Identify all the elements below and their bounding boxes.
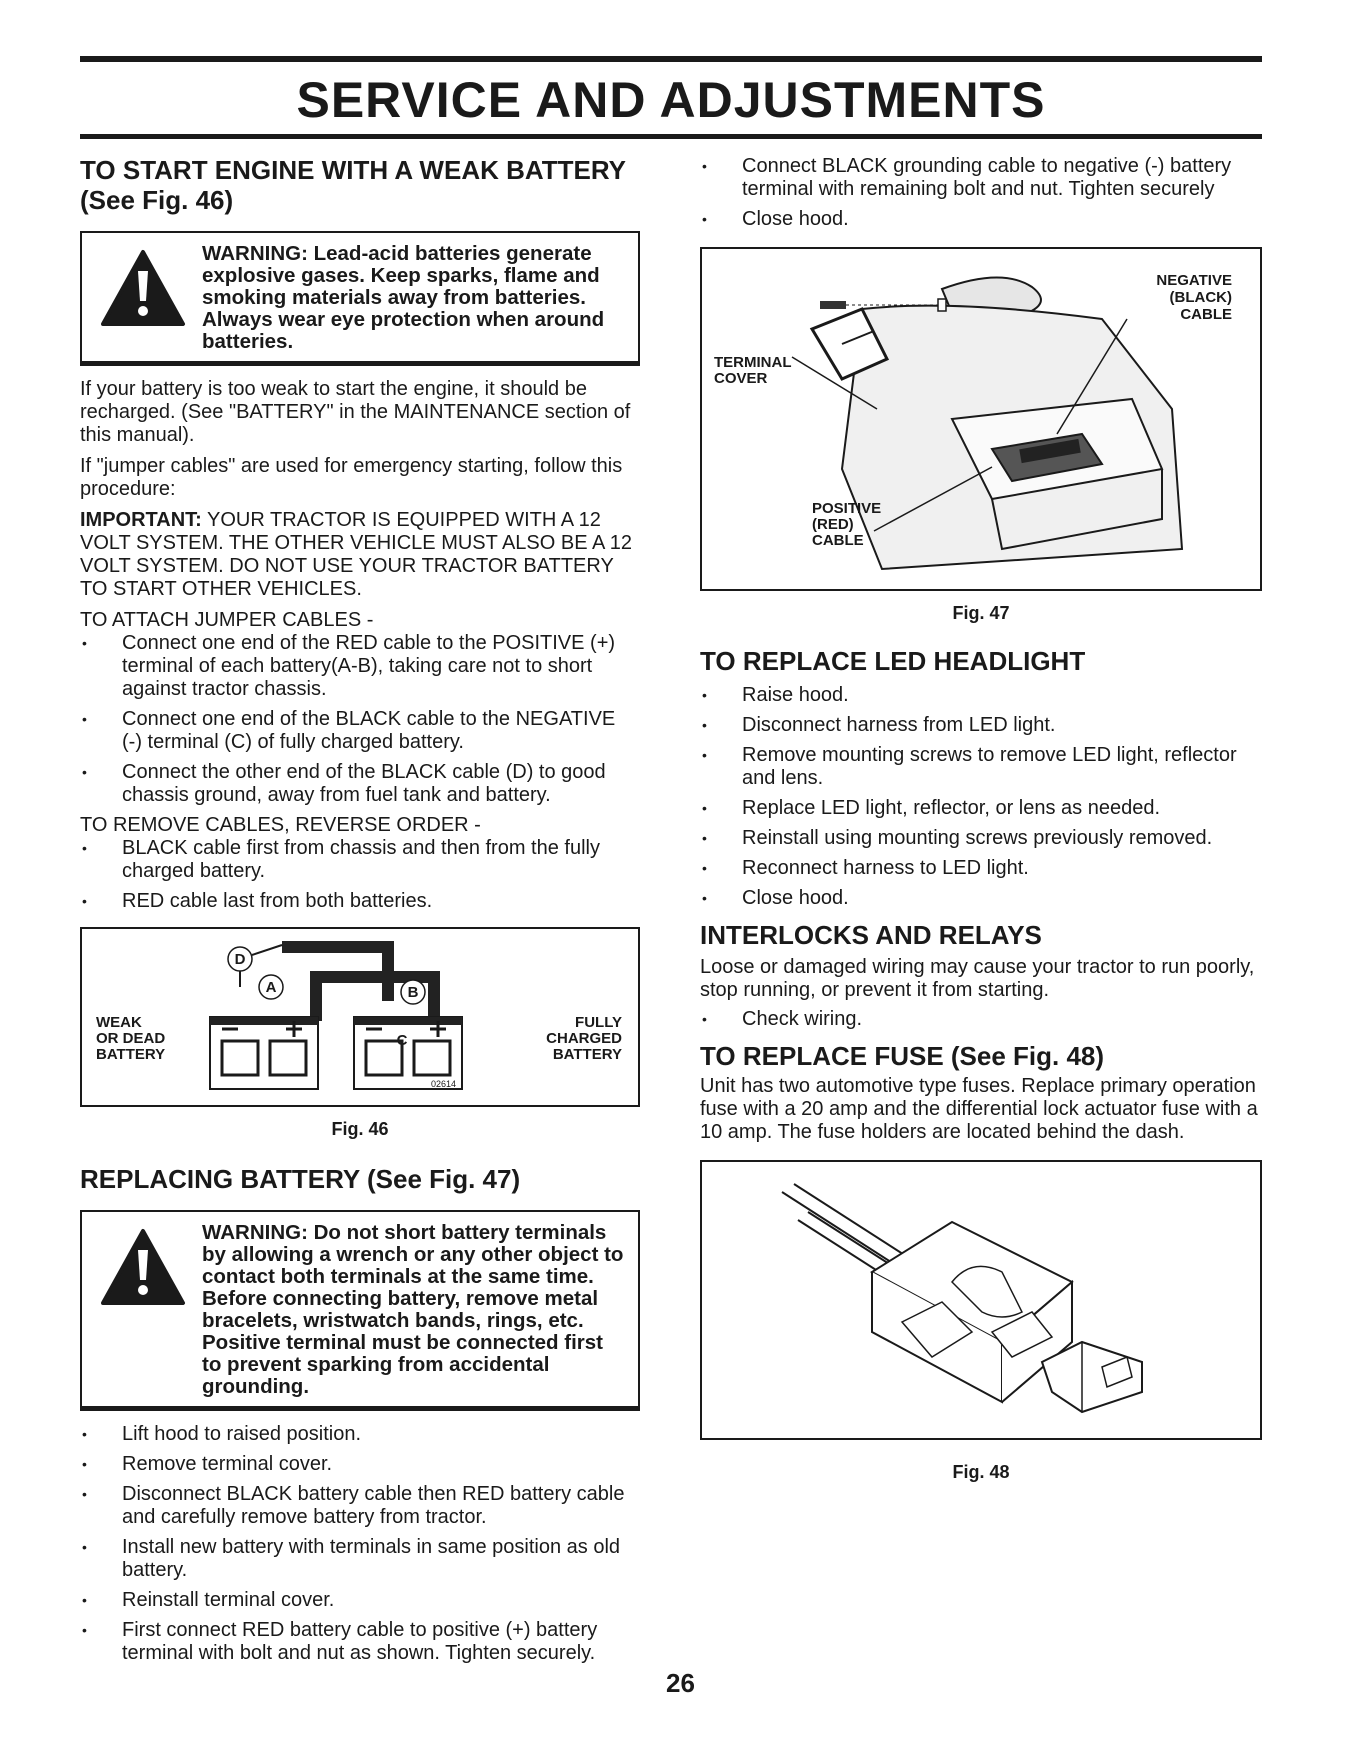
list-item: • Raise hood. <box>700 684 1262 707</box>
warning-box-short <box>80 1210 640 1411</box>
list-item: • Close hood. <box>700 208 1262 231</box>
replacing-steps-right <box>700 155 1262 231</box>
fig46-full-label: CHARGED <box>546 1030 622 1047</box>
fig47-positive-label: POSITIVE <box>812 500 882 517</box>
list-item: • Replace LED light, reflector, or lens as needed. <box>700 797 1262 820</box>
page-number: 26 <box>666 1668 695 1698</box>
list-item: • Reconnect harness to LED light. <box>700 857 1262 880</box>
fig46-full-label: FULLY <box>575 1014 622 1031</box>
interlocks-heading: INTERLOCKS AND RELAYS <box>700 920 1042 950</box>
fig47-positive-label: CABLE <box>812 532 864 549</box>
fig46-weak-label: BATTERY <box>96 1046 166 1063</box>
fig47-negative-label: NEGATIVE <box>1156 272 1232 289</box>
interlocks-text: Loose or damaged wiring may cause your tractor to run poorly, stop running, or prevent it from starting. <box>700 956 1255 1001</box>
battery-install-illustration <box>702 249 1260 585</box>
jumper-cable-diagram <box>82 929 638 1101</box>
top-rule <box>80 56 1262 62</box>
list-item: • Reinstall terminal cover. <box>80 1589 640 1612</box>
right-column <box>700 155 1262 1483</box>
list-item: • Connect one end of the BLACK cable to the NEGATIVE (-) terminal (C) of fully charged battery. <box>80 708 640 754</box>
left-column <box>80 155 640 1672</box>
warning-box-gases <box>80 231 640 366</box>
title-rule <box>80 134 1262 139</box>
warning-triangle-icon <box>100 1228 186 1306</box>
list-item: • Lift hood to raised position. <box>80 1423 640 1446</box>
led-headlight-heading: TO REPLACE LED HEADLIGHT <box>700 646 1086 676</box>
fig47-negative-label: CABLE <box>1180 306 1232 323</box>
list-item: • RED cable last from both batteries. <box>80 890 640 913</box>
fig47-caption: Fig. 47 <box>952 603 1010 623</box>
fig46-full-label: BATTERY <box>552 1046 622 1063</box>
list-item: • Remove terminal cover. <box>80 1453 640 1476</box>
list-item: • First connect RED battery cable to positive (+) battery terminal with bolt and nut as shown. Tighten securely. <box>80 1619 640 1665</box>
fig47-positive-label: (RED) <box>812 516 854 533</box>
list-item: • Connect BLACK grounding cable to negative (-) battery terminal with remaining bolt and nut. Tighten securely <box>700 155 1262 201</box>
fig46-letter-d: D <box>234 951 246 968</box>
fig46-weak-label: OR DEAD <box>96 1030 166 1047</box>
list-item: • Reinstall using mounting screws previously removed. <box>700 827 1262 850</box>
list-item: • Close hood. <box>700 887 1262 910</box>
fig46-letter-b: B <box>407 984 419 1001</box>
fig46-code: 02614 <box>430 1079 456 1089</box>
fig47-box <box>700 247 1262 591</box>
attach-heading: TO ATTACH JUMPER CABLES - <box>80 609 374 631</box>
fuse-holder-illustration <box>702 1162 1260 1434</box>
list-item: • Disconnect harness from LED light. <box>700 714 1262 737</box>
remove-steps <box>80 837 640 913</box>
list-item: • Disconnect BLACK battery cable then RED battery cable and carefully remove battery from tractor. <box>80 1483 640 1529</box>
list-item: • Connect one end of the RED cable to the POSITIVE (+) terminal of each battery(A-B), taking care not to short against tractor chassis. <box>80 632 640 701</box>
page-title: SERVICE AND ADJUSTMENTS <box>296 72 1046 128</box>
list-item: • Check wiring. <box>700 1008 1262 1031</box>
weak-battery-heading: TO START ENGINE WITH A WEAK BATTERY (See Fig. 46) <box>80 155 626 215</box>
fig46-letter-a: A <box>265 979 277 996</box>
attach-steps <box>80 632 640 807</box>
led-steps <box>700 684 1262 910</box>
list-item: • Remove mounting screws to remove LED light, reflector and lens. <box>700 744 1262 790</box>
weak-battery-para2: If "jumper cables" are used for emergency starting, follow this procedure: <box>80 455 623 500</box>
list-item: • Connect the other end of the BLACK cable (D) to good chassis ground, away from fuel tank and battery. <box>80 761 640 807</box>
fuse-heading: TO REPLACE FUSE (See Fig. 48) <box>700 1041 1105 1071</box>
replacing-battery-heading: REPLACING BATTERY (See Fig. 47) <box>80 1164 521 1194</box>
fig47-negative-label: (BLACK) <box>1169 289 1232 306</box>
warning-text-gases: WARNING: Lead-acid batteries generate explosive gases. Keep sparks, flame and smoking materials away from batteries. Always wear eye protection when around batteries. <box>202 242 605 353</box>
interlocks-steps <box>700 1008 1262 1031</box>
fig46-caption: Fig. 46 <box>331 1119 389 1139</box>
warning-triangle-icon <box>100 249 186 327</box>
fig48-caption: Fig. 48 <box>952 1462 1010 1482</box>
fuse-text: Unit has two automotive type fuses. Replace primary operation fuse with a 20 amp and the differential lock actuator fuse with a 10 amp. The fuse holders are located behind the dash. <box>700 1075 1258 1143</box>
remove-heading: TO REMOVE CABLES, REVERSE ORDER - <box>80 814 481 836</box>
list-item: • Install new battery with terminals in same position as old battery. <box>80 1536 640 1582</box>
warning-text-short: WARNING: Do not short battery terminals by allowing a wrench or any other object to contact both terminals at the same time. Before connecting battery, remove metal bracelets, wristwatch bands, rings, etc. Positive terminal must be connected first to prevent sparking from accidental grounding. <box>202 1221 624 1398</box>
weak-battery-para1: If your battery is too weak to start the engine, it should be recharged. (See "BATTERY" in the MAINTENANCE section of this manual). <box>80 378 631 446</box>
fig47-terminal-label: COVER <box>714 370 768 387</box>
list-item: • BLACK cable first from chassis and then from the fully charged battery. <box>80 837 640 883</box>
fig46-letter-c: C <box>396 1032 408 1049</box>
fig48-box <box>700 1160 1262 1440</box>
replacing-steps-left <box>80 1423 640 1665</box>
fig46-weak-label: WEAK <box>96 1014 142 1031</box>
fig47-terminal-label: TERMINAL <box>714 354 792 371</box>
important-note: IMPORTANT: YOUR TRACTOR IS EQUIPPED WITH A 12 VOLT SYSTEM. THE OTHER VEHICLE MUST ALSO BE A 12 VOLT SYSTEM. DO NOT USE YOUR TRACTOR BATTERY TO START OTHER VEHICLES. <box>80 509 633 600</box>
fig46-box <box>80 927 640 1107</box>
